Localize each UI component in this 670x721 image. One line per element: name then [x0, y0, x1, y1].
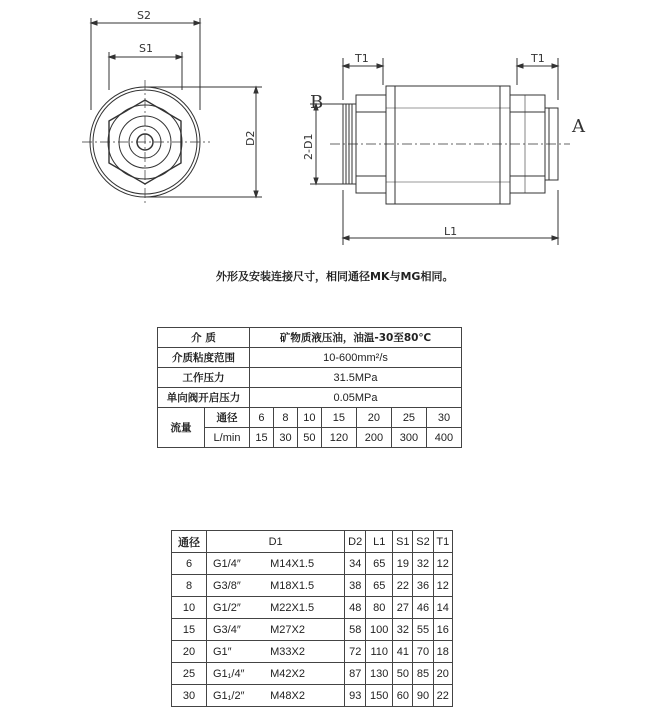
- table-cell: G1/4″: [207, 553, 271, 575]
- table-cell: 8: [172, 575, 207, 597]
- bore-cell: 6: [250, 408, 274, 428]
- flow-label: 流量: [158, 408, 205, 448]
- s2-label: S2: [137, 9, 151, 22]
- header-d2: D2: [345, 531, 366, 553]
- table-cell: 20: [172, 641, 207, 663]
- open-pressure-value: 0.05MPa: [250, 388, 462, 408]
- table-cell: 12: [433, 575, 452, 597]
- open-pressure-label: 单向阀开启压力: [158, 388, 250, 408]
- medium-value: 矿物质液压油，油温-30至80℃: [250, 328, 462, 348]
- table-cell: 80: [366, 597, 393, 619]
- table-cell: G3/8″: [207, 575, 271, 597]
- a-label: A: [572, 116, 585, 137]
- t1-left-label: T1: [355, 52, 369, 65]
- table-cell: M33X2: [270, 641, 345, 663]
- table-cell: 46: [413, 597, 433, 619]
- table-cell: 14: [433, 597, 452, 619]
- dimension-header-row: [172, 531, 453, 553]
- table-cell: 34: [345, 553, 366, 575]
- bore-cell: 25: [391, 408, 426, 428]
- table-cell: 25: [172, 663, 207, 685]
- table-cell: 87: [345, 663, 366, 685]
- table-cell: 50: [393, 663, 413, 685]
- viscosity-value: 10-600mm²/s: [250, 348, 462, 368]
- table-cell: G1″: [207, 641, 271, 663]
- table-cell: 130: [366, 663, 393, 685]
- table-row: [172, 685, 453, 707]
- table-cell: G1/2″: [207, 597, 271, 619]
- table-cell: 60: [393, 685, 413, 707]
- header-bore: 通径: [172, 531, 207, 553]
- table-row: [172, 575, 453, 597]
- t1-right-label: T1: [531, 52, 545, 65]
- d2-label: D2: [244, 130, 257, 146]
- table-cell: M18X1.5: [270, 575, 345, 597]
- flow-cell: 200: [356, 428, 391, 448]
- l1-label: L1: [444, 225, 458, 238]
- table-cell: 150: [366, 685, 393, 707]
- table-cell: 19: [393, 553, 413, 575]
- d1-label: 2-D1: [302, 133, 315, 160]
- table-cell: M22X1.5: [270, 597, 345, 619]
- spec-table: [157, 327, 462, 448]
- header-s1: S1: [393, 531, 413, 553]
- bore-label: 通径: [205, 408, 250, 428]
- medium-label: 介 质: [158, 328, 250, 348]
- table-cell: 48: [345, 597, 366, 619]
- drawing-caption: 外形及安装连接尺寸，相同通径MK与MG相同。: [216, 270, 454, 283]
- flow-cell: 400: [426, 428, 461, 448]
- table-cell: M27X2: [270, 619, 345, 641]
- table-cell: 58: [345, 619, 366, 641]
- flow-cell: 300: [391, 428, 426, 448]
- end-view: [82, 18, 262, 205]
- table-cell: 85: [413, 663, 433, 685]
- table-cell: M14X1.5: [270, 553, 345, 575]
- table-cell: 90: [413, 685, 433, 707]
- pressure-label: 工作压力: [158, 368, 250, 388]
- table-cell: 65: [366, 553, 393, 575]
- pressure-value: 31.5MPa: [250, 368, 462, 388]
- table-cell: G1₁/4″: [207, 663, 271, 685]
- table-cell: G1₁/2″: [207, 685, 271, 707]
- table-row: [172, 619, 453, 641]
- flow-cell: 30: [273, 428, 297, 448]
- bore-cell: 15: [321, 408, 356, 428]
- table-cell: 22: [433, 685, 452, 707]
- technical-drawing: [0, 0, 670, 300]
- table-cell: 41: [393, 641, 413, 663]
- side-view: [310, 58, 570, 245]
- table-cell: 32: [413, 553, 433, 575]
- table-row: [172, 663, 453, 685]
- table-cell: 6: [172, 553, 207, 575]
- table-row: [172, 641, 453, 663]
- table-row: [172, 597, 453, 619]
- flow-cell: 15: [250, 428, 274, 448]
- table-cell: 38: [345, 575, 366, 597]
- table-cell: 93: [345, 685, 366, 707]
- flow-cell: 50: [297, 428, 321, 448]
- table-cell: 12: [433, 553, 452, 575]
- b-label: B: [310, 92, 324, 113]
- table-cell: 16: [433, 619, 452, 641]
- table-cell: 30: [172, 685, 207, 707]
- dimension-table: [171, 530, 453, 707]
- bore-cell: 30: [426, 408, 461, 428]
- table-cell: 100: [366, 619, 393, 641]
- table-cell: 32: [393, 619, 413, 641]
- viscosity-label: 介质粘度范围: [158, 348, 250, 368]
- table-cell: 72: [345, 641, 366, 663]
- table-cell: 70: [413, 641, 433, 663]
- header-t1: T1: [433, 531, 452, 553]
- header-s2: S2: [413, 531, 433, 553]
- table-cell: M42X2: [270, 663, 345, 685]
- table-cell: M48X2: [270, 685, 345, 707]
- table-cell: 36: [413, 575, 433, 597]
- table-row: [172, 553, 453, 575]
- s1-label: S1: [139, 42, 153, 55]
- table-cell: 27: [393, 597, 413, 619]
- header-d1: D1: [207, 531, 345, 553]
- unit-label: L/min: [205, 428, 250, 448]
- table-cell: 65: [366, 575, 393, 597]
- table-cell: 20: [433, 663, 452, 685]
- header-l1: L1: [366, 531, 393, 553]
- table-cell: G3/4″: [207, 619, 271, 641]
- flow-cell: 120: [321, 428, 356, 448]
- table-cell: 18: [433, 641, 452, 663]
- bore-cell: 10: [297, 408, 321, 428]
- table-cell: 15: [172, 619, 207, 641]
- table-cell: 22: [393, 575, 413, 597]
- table-cell: 55: [413, 619, 433, 641]
- table-cell: 110: [366, 641, 393, 663]
- bore-cell: 20: [356, 408, 391, 428]
- table-cell: 10: [172, 597, 207, 619]
- bore-cell: 8: [273, 408, 297, 428]
